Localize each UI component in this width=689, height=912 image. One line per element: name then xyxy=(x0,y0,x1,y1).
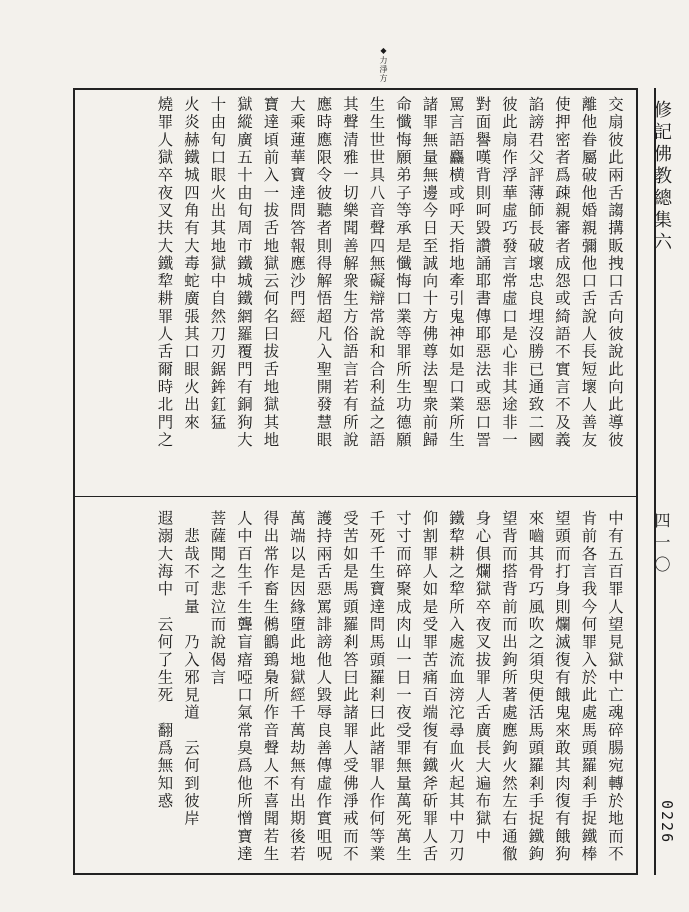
upper-text-line: 對面譽嘆背則呵毀讚誦耶書傳耶惡法或惡口詈 xyxy=(473,96,492,449)
upper-text-block xyxy=(80,96,628,488)
upper-text-line: 使押密者爲疎親審者成怨或綺語不實言不及義 xyxy=(553,96,571,449)
upper-text-line: 燒罪人獄卒夜叉扶大鐵犂耕罪人舌爾時北門之 xyxy=(155,96,174,449)
lower-text-line: 千死千生寶達問馬頭羅剎曰此諸罪人作何等業 xyxy=(367,510,386,863)
upper-text-line: 交扇彼此兩舌謅搆販拽口舌向彼說此向此導彼 xyxy=(606,96,624,449)
lower-text-line: 肯前各言我今何罪入於此處馬頭羅剎手捉鐵棒 xyxy=(579,510,598,863)
upper-text-line: 命懺悔願弟子等承是懺悔口業等罪所生功德願 xyxy=(394,96,412,449)
upper-text-line: 彼此扇作浮華虛巧發言常虛口是心非其途非一 xyxy=(500,96,518,449)
upper-text-line: 火炎赫鐵城四角有大毒蛇廣張其口眼火出來 xyxy=(182,96,200,432)
page-number: 0226 xyxy=(658,800,676,845)
spine-title: 修記佛教總集六 xyxy=(651,100,672,254)
lower-text-line: 護持兩舌惡罵誹謗他人毀辱良善傳虛作實咀呪 xyxy=(314,510,333,863)
upper-text-line: 生生世世具八音聲四無礙辯常說和合利益之語 xyxy=(367,96,386,449)
lower-text-line: 仰割罪人如是受罪苦痛百端復有鐵斧斫罪人舌 xyxy=(420,510,439,863)
lower-text-line: 受苦如是馬頭羅剎答曰此諸罪人受佛淨戒而不 xyxy=(341,510,359,863)
lower-text-line: 寸寸而碎聚成肉山一日一夜受罪無量萬死萬生 xyxy=(394,510,412,863)
lower-text-line: 身心俱爛獄卒夜叉拔罪人舌廣長大遍布獄中 xyxy=(473,510,492,846)
upper-text-line: 獄縱廣五十由旬周市鐵城鐵網羅覆門有銅狗大 xyxy=(235,96,253,449)
upper-text-line: 罵言語麤横或呼天指地牽引鬼神如是口業所生 xyxy=(447,96,465,449)
upper-text-line: 十由旬口眼火出其地獄中自然刀刃鋸鉾釭猛 xyxy=(208,96,227,432)
upper-text-line: 諸罪無量無邊今日至誠向十方佛尊法聖衆前歸 xyxy=(420,96,439,449)
lower-text-block xyxy=(80,510,628,872)
spine-volume: 四一〇 xyxy=(652,512,671,578)
lower-text-line: 菩薩聞之悲泣而說偈言 xyxy=(208,510,227,687)
upper-text-line: 大乘蓮華寶達問答報應沙門經 xyxy=(288,96,306,326)
lower-text-line: 望背而搭背前而出鉤所著處應鉤火然左右通徹 xyxy=(500,510,518,863)
lower-text-line: 鐵犂耕之犂所入處流血滂沱尋血火起其中刀刃 xyxy=(447,510,465,863)
lower-text-line: 萬端以是因緣墮此地獄經千萬劫無有出期後若 xyxy=(288,510,306,863)
lower-text-line: 得出常作畜生鵂鶹鵄梟所作音聲人不喜聞若生 xyxy=(261,510,280,863)
lower-text-line: 人中百生千生聾盲瘖啞口氣常臭爲他所憎寶達 xyxy=(235,510,253,863)
upper-text-line: 諂謗君父評薄師長破壞忠良埋沒勝已通致二國 xyxy=(526,96,545,449)
lower-text-line: 來嚙其骨巧風吹之須臾便活馬頭羅剎手捉鐵鉤 xyxy=(526,510,545,863)
lower-text-line: 中有五百罪人望見獄中亡魂碎腸宛轉於地而不 xyxy=(606,510,624,863)
lower-text-line: 望頭而打身則爛滅復有餓鬼來敢其肉復有餓狗 xyxy=(553,510,571,863)
upper-text-line: 其聲清雅一切樂聞善解衆生方俗語言若有所說 xyxy=(341,96,359,449)
lower-text-line: 悲哉不可量 乃入邪見道 云何到彼岸 xyxy=(182,510,200,828)
upper-text-line: 應時應限令彼聽者則得解悟超凡入聖開發慧眼 xyxy=(314,96,333,449)
upper-text-line: 離他眷屬破他婚親彌他口舌說人長短壞人善友 xyxy=(579,96,598,449)
upper-text-line: 寶達頃前入一拔舌地獄云何名曰拔舌地獄其地 xyxy=(261,96,280,449)
section-divider xyxy=(74,496,637,497)
lower-text-line: 遐溺大海中 云何了生死 翻爲無知惑 xyxy=(155,510,174,811)
top-mark: ◆力淨方 xyxy=(379,46,388,83)
